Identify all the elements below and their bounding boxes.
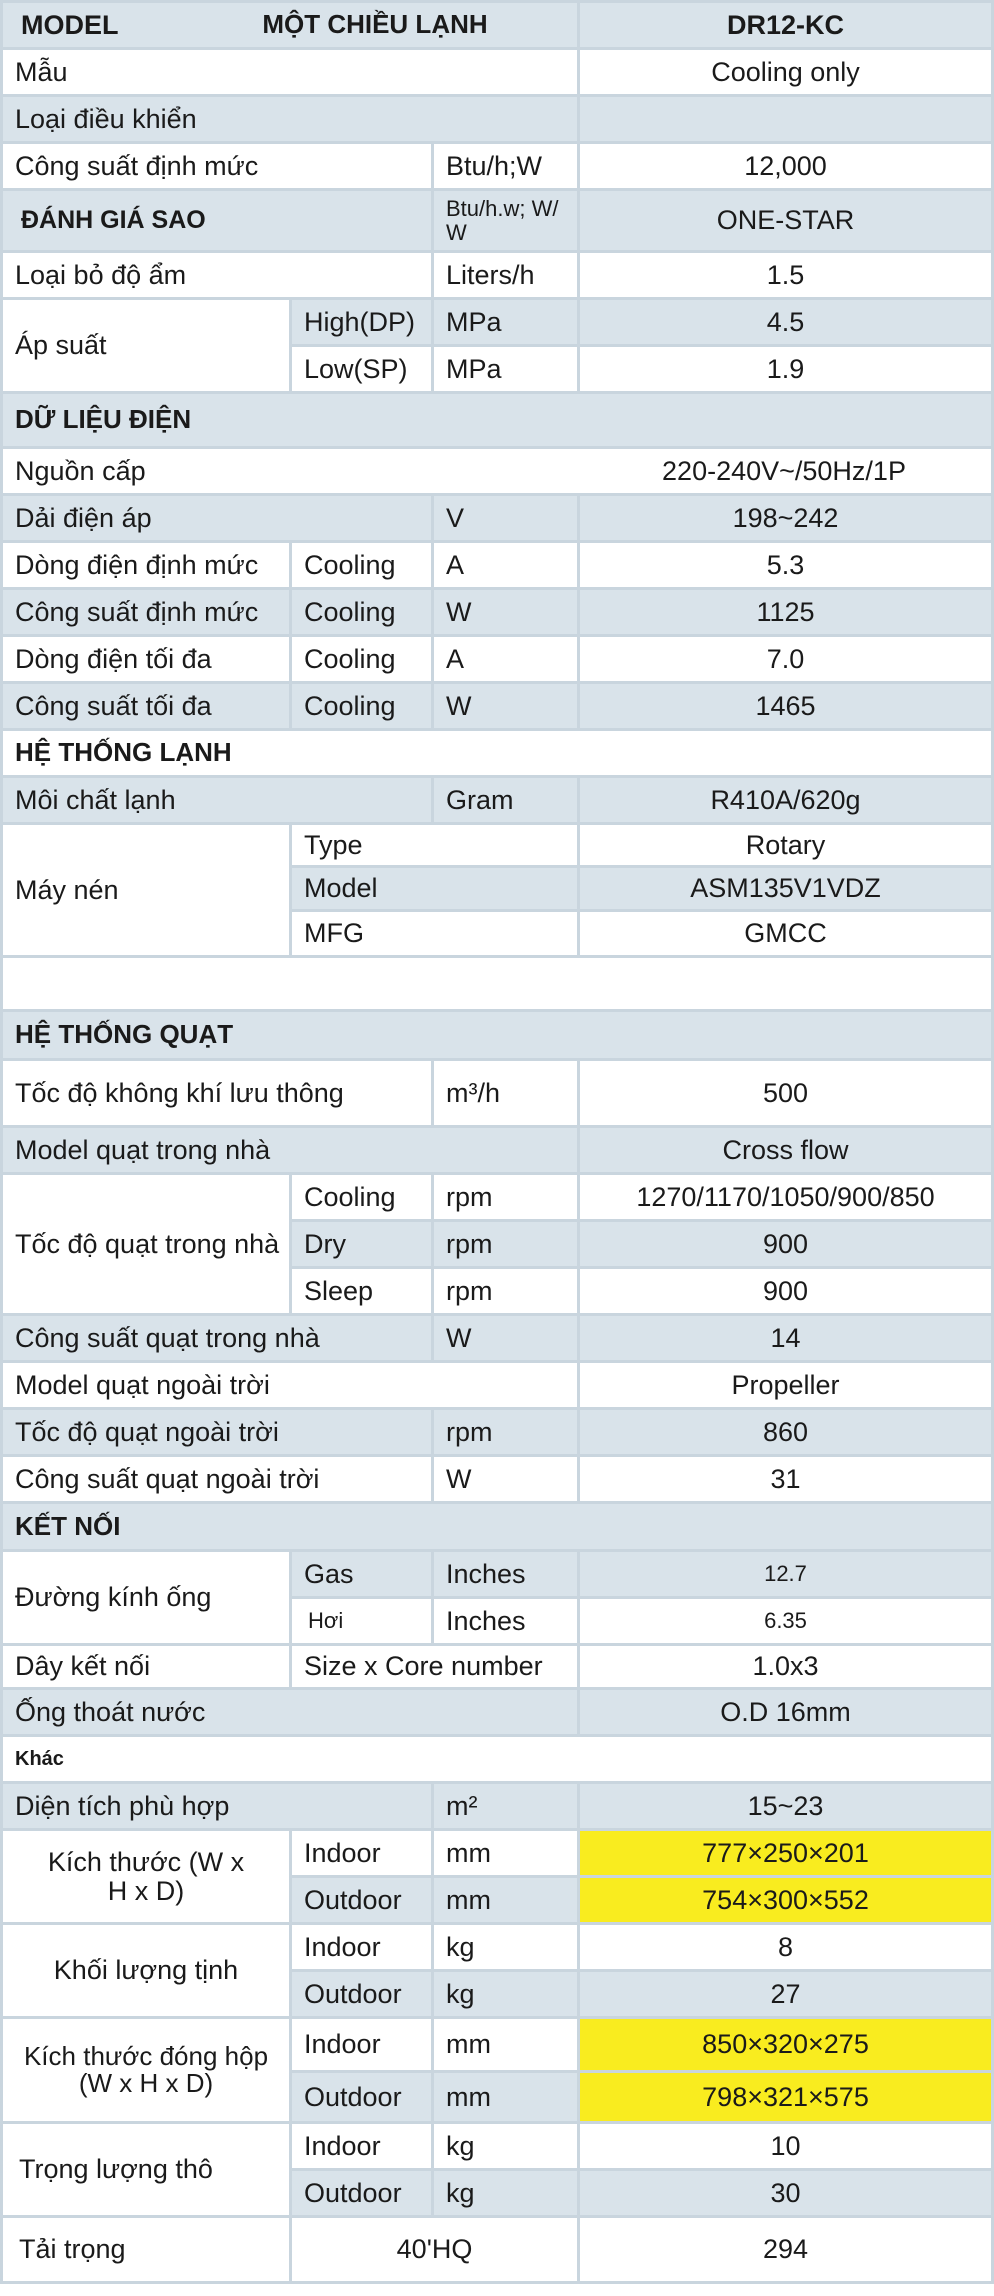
indoor-fan-sleep-value: 900	[577, 1266, 994, 1316]
loading-unit: 40'HQ	[289, 2215, 580, 2284]
compressor-mfg-label: MFG	[289, 909, 580, 958]
connection-section-header: KẾT NỐI	[0, 1501, 994, 1552]
fan-section-header: HỆ THỐNG QUẠT	[0, 1009, 994, 1061]
dimensions-outdoor-unit: mm	[431, 1875, 580, 1925]
package-dimensions-indoor-unit: mm	[431, 2016, 580, 2073]
cable-value: 1.0x3	[577, 1643, 994, 1690]
gross-weight-indoor-label: Indoor	[289, 2121, 434, 2171]
indoor-fan-dry-unit: rpm	[431, 1219, 580, 1269]
drain-pipe-label: Ống thoát nước	[0, 1687, 580, 1737]
max-power-value: 1465	[577, 681, 994, 731]
airflow-value: 500	[577, 1058, 994, 1128]
net-weight-outdoor-value: 27	[577, 1969, 994, 2019]
pipe-liquid-unit: Inches	[431, 1596, 580, 1646]
net-weight-indoor-label: Indoor	[289, 1922, 434, 1972]
indoor-fan-power-label: Công suất quạt trong nhà	[0, 1313, 434, 1363]
outdoor-fan-power-label: Công suất quạt ngoài trời	[0, 1454, 434, 1504]
indoor-fan-sleep-unit: rpm	[431, 1266, 580, 1316]
pressure-low-value: 1.9	[577, 344, 994, 394]
pressure-low-unit: MPa	[431, 344, 580, 394]
rated-capacity-unit: Btu/h;W	[431, 141, 580, 191]
max-current-mode: Cooling	[289, 634, 434, 684]
empty-row	[0, 955, 994, 1012]
outdoor-fan-speed-unit: rpm	[431, 1407, 580, 1457]
max-power-mode: Cooling	[289, 681, 434, 731]
cable-label: Dây kết nối	[0, 1643, 292, 1690]
pressure-high-label: High(DP)	[289, 297, 434, 347]
refrigerant-value: R410A/620g	[577, 775, 994, 825]
package-dimensions-indoor-label: Indoor	[289, 2016, 434, 2073]
package-dimensions-outdoor-label: Outdoor	[289, 2070, 434, 2124]
compressor-model-label: Model	[289, 865, 580, 912]
max-current-label: Dòng điện tối đa	[0, 634, 292, 684]
voltage-range-label: Dải điện áp	[0, 493, 434, 543]
net-weight-label: Khối lượng tịnh	[0, 1922, 292, 2019]
rated-current-unit: A	[431, 540, 580, 590]
rated-current-value: 5.3	[577, 540, 994, 590]
loading-value: 294	[577, 2215, 994, 2284]
dimensions-label: Kích thước (W x H x D)	[0, 1828, 292, 1925]
star-rating-value: ONE-STAR	[577, 188, 994, 253]
airflow-label: Tốc độ không khí lưu thông	[0, 1058, 434, 1128]
outdoor-fan-power-value: 31	[577, 1454, 994, 1504]
drain-pipe-value: O.D 16mm	[577, 1687, 994, 1737]
rated-current-label: Dòng điện định mức	[0, 540, 292, 590]
power-supply-value: 220-240V~/50Hz/1P	[577, 446, 994, 496]
power-supply-label: Nguồn cấp	[0, 446, 580, 496]
package-dimensions-outdoor-unit: mm	[431, 2070, 580, 2124]
dimensions-indoor-value: 777×250×201	[577, 1828, 994, 1878]
gross-weight-indoor-unit: kg	[431, 2121, 580, 2171]
pipe-liquid-value: 6.35	[577, 1596, 994, 1646]
voltage-range-unit: V	[431, 493, 580, 543]
compressor-type-label: Type	[289, 822, 580, 868]
package-dimensions-indoor-value: 850×320×275	[577, 2016, 994, 2073]
dimensions-outdoor-label: Outdoor	[289, 1875, 434, 1925]
voltage-range-value: 198~242	[577, 493, 994, 543]
control-type-label: Loại điều khiển	[0, 94, 580, 144]
mau-value: Cooling only	[577, 47, 994, 97]
cable-unit: Size x Core number	[289, 1643, 580, 1690]
pressure-high-value: 4.5	[577, 297, 994, 347]
model-label: MODEL	[0, 0, 580, 50]
dehumidification-unit: Liters/h	[431, 250, 580, 300]
gross-weight-indoor-value: 10	[577, 2121, 994, 2171]
pipe-gas-unit: Inches	[431, 1549, 580, 1599]
max-power-unit: W	[431, 681, 580, 731]
net-weight-indoor-value: 8	[577, 1922, 994, 1972]
indoor-fan-power-unit: W	[431, 1313, 580, 1363]
dehumidification-value: 1.5	[577, 250, 994, 300]
outdoor-fan-model-label: Model quạt ngoài trời	[0, 1360, 580, 1410]
dimensions-indoor-unit: mm	[431, 1828, 580, 1878]
pressure-low-label: Low(SP)	[289, 344, 434, 394]
pressure-high-unit: MPa	[431, 297, 580, 347]
indoor-fan-dry-value: 900	[577, 1219, 994, 1269]
electrical-section-header: DỮ LIỆU ĐIỆN	[0, 391, 994, 449]
suitable-area-value: 15~23	[577, 1781, 994, 1831]
compressor-model-value: ASM135V1VDZ	[577, 865, 994, 912]
refrigerant-unit: Gram	[431, 775, 580, 825]
loading-label: Tải trọng	[0, 2215, 292, 2284]
indoor-fan-cooling-label: Cooling	[289, 1172, 434, 1222]
suitable-area-unit: m²	[431, 1781, 580, 1831]
max-current-unit: A	[431, 634, 580, 684]
indoor-fan-sleep-label: Sleep	[289, 1266, 434, 1316]
pipe-liquid-label: Hơi	[289, 1596, 434, 1646]
rated-capacity-value: 12,000	[577, 141, 994, 191]
compressor-mfg-value: GMCC	[577, 909, 994, 958]
indoor-fan-cooling-unit: rpm	[431, 1172, 580, 1222]
max-power-label: Công suất tối đa	[0, 681, 292, 731]
pressure-label: Áp suất	[0, 297, 292, 394]
outdoor-fan-speed-label: Tốc độ quạt ngoài trời	[0, 1407, 434, 1457]
compressor-label: Máy nén	[0, 822, 292, 958]
rated-power-unit: W	[431, 587, 580, 637]
rated-capacity-label: Công suất định mức	[0, 141, 434, 191]
suitable-area-label: Diện tích phù hợp	[0, 1781, 434, 1831]
pipe-gas-value: 12.7	[577, 1549, 994, 1599]
pipe-diameter-label: Đường kính ống	[0, 1549, 292, 1646]
pipe-gas-label: Gas	[289, 1549, 434, 1599]
gross-weight-outdoor-label: Outdoor	[289, 2168, 434, 2218]
indoor-fan-power-value: 14	[577, 1313, 994, 1363]
star-rating-unit: Btu/h.w; W/ W	[431, 188, 580, 253]
star-rating-label: ĐÁNH GIÁ SAO	[0, 188, 434, 253]
indoor-fan-cooling-value: 1270/1170/1050/900/850	[577, 1172, 994, 1222]
rated-power-value: 1125	[577, 587, 994, 637]
indoor-fan-dry-label: Dry	[289, 1219, 434, 1269]
refrigeration-section-header: HỆ THỐNG LẠNH	[0, 728, 994, 778]
gross-weight-outdoor-unit: kg	[431, 2168, 580, 2218]
net-weight-indoor-unit: kg	[431, 1922, 580, 1972]
indoor-fan-model-label: Model quạt trong nhà	[0, 1125, 580, 1175]
rated-power-mode: Cooling	[289, 587, 434, 637]
outdoor-fan-speed-value: 860	[577, 1407, 994, 1457]
model-type-label: MỘT CHIỀU LẠNH	[262, 9, 488, 40]
rated-power-label: Công suất định mức	[0, 587, 292, 637]
outdoor-fan-power-unit: W	[431, 1454, 580, 1504]
gross-weight-label: Trọng lượng thô	[0, 2121, 292, 2218]
other-section-header: Khác	[0, 1734, 994, 1784]
dimensions-outdoor-value: 754×300×552	[577, 1875, 994, 1925]
dimensions-indoor-label: Indoor	[289, 1828, 434, 1878]
indoor-fan-speed-label: Tốc độ quạt trong nhà	[0, 1172, 292, 1316]
model-value: DR12-KC	[577, 0, 994, 50]
package-dimensions-label: Kích thước đóng hộp (W x H x D)	[0, 2016, 292, 2124]
compressor-type-value: Rotary	[577, 822, 994, 868]
refrigerant-label: Môi chất lạnh	[0, 775, 434, 825]
airflow-unit: m³/h	[431, 1058, 580, 1128]
control-type-value	[577, 94, 994, 144]
net-weight-outdoor-unit: kg	[431, 1969, 580, 2019]
max-current-value: 7.0	[577, 634, 994, 684]
mau-label: Mẫu	[0, 47, 580, 97]
package-dimensions-outdoor-value: 798×321×575	[577, 2070, 994, 2124]
dehumidification-label: Loại bỏ độ ẩm	[0, 250, 434, 300]
outdoor-fan-model-value: Propeller	[577, 1360, 994, 1410]
indoor-fan-model-value: Cross flow	[577, 1125, 994, 1175]
gross-weight-outdoor-value: 30	[577, 2168, 994, 2218]
net-weight-outdoor-label: Outdoor	[289, 1969, 434, 2019]
rated-current-mode: Cooling	[289, 540, 434, 590]
